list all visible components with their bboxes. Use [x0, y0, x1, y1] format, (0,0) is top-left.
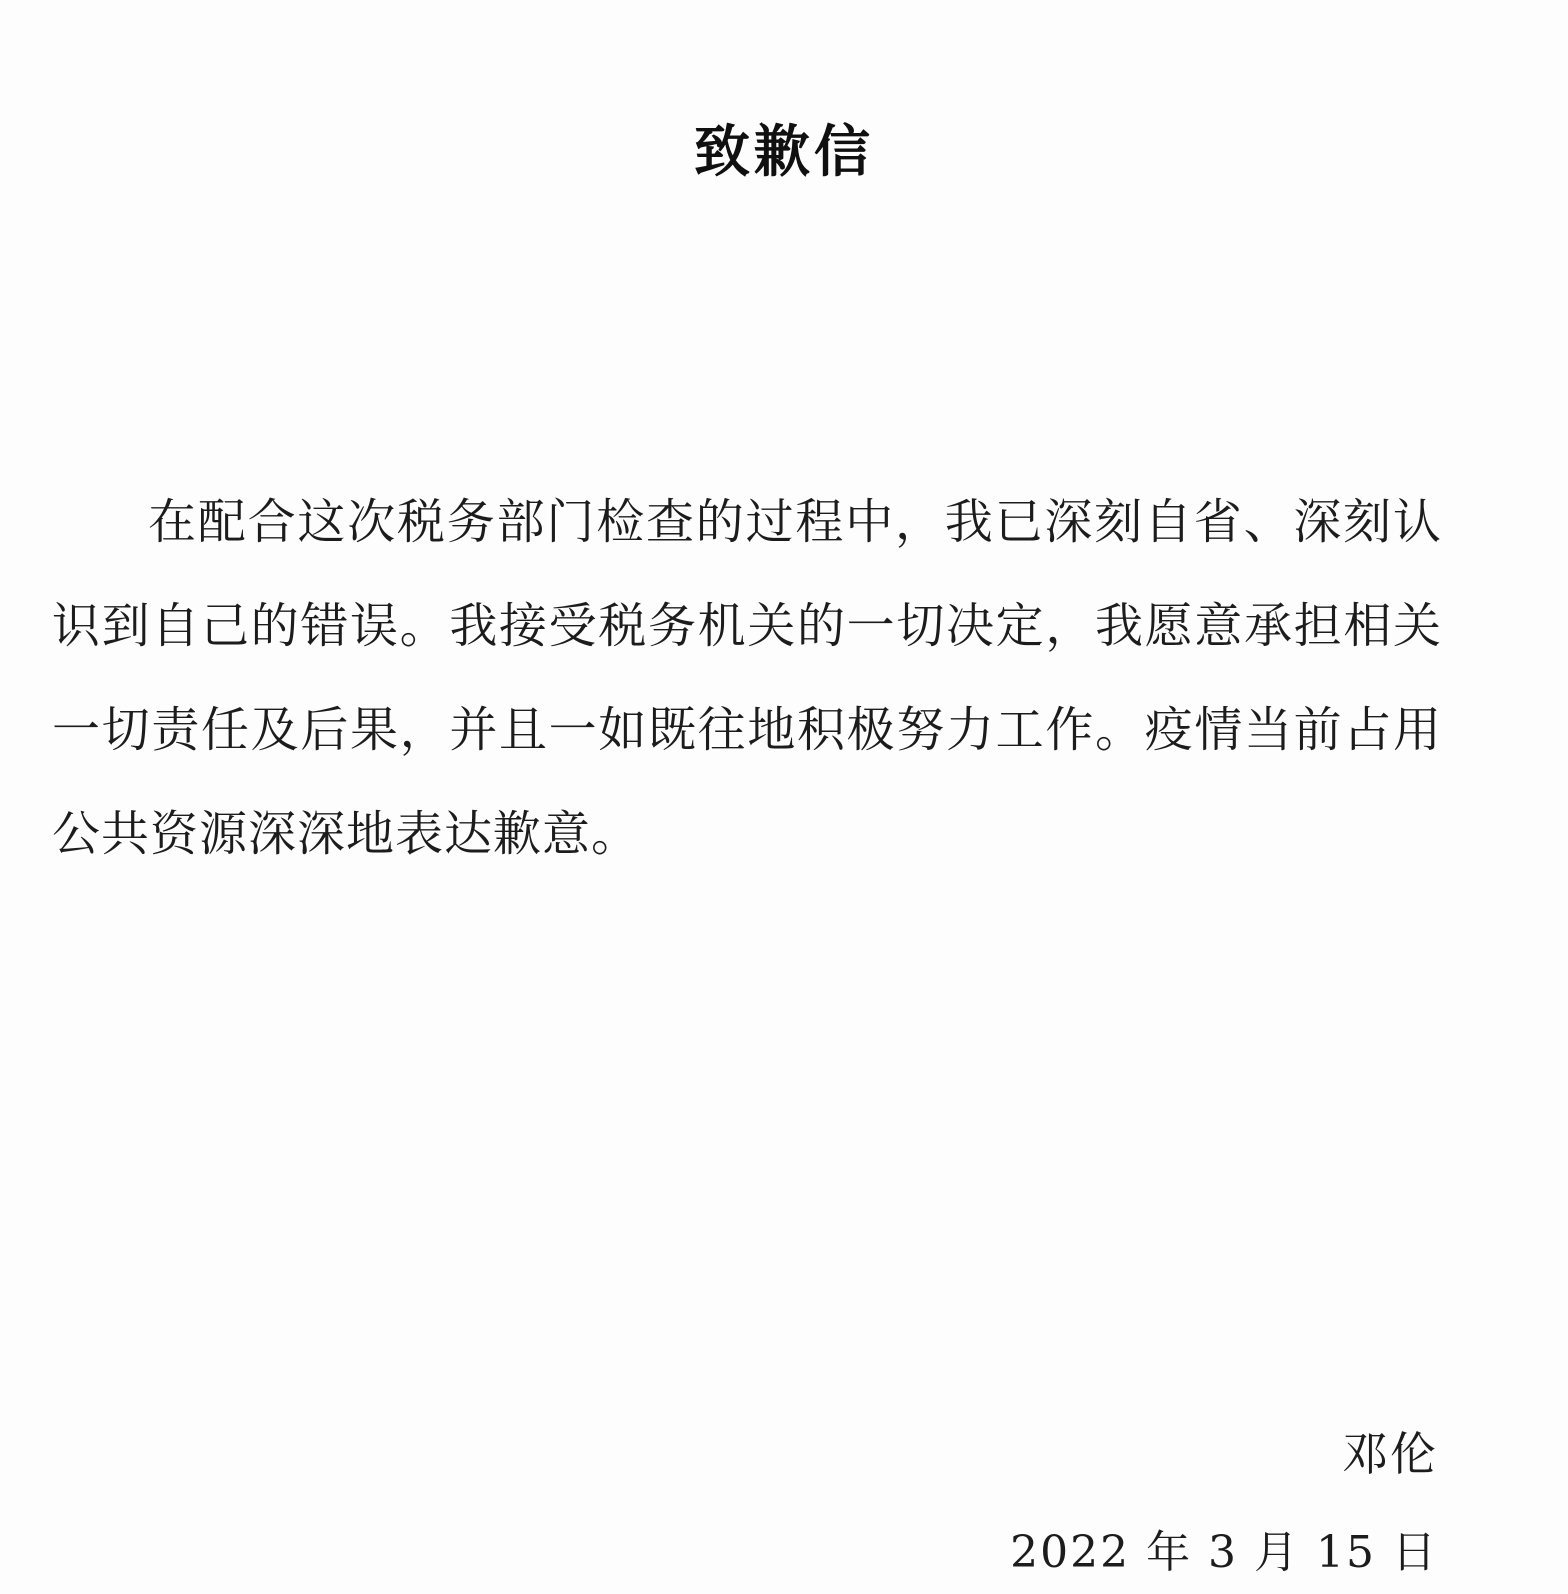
signature-name: 邓伦	[1342, 1427, 1438, 1481]
body-paragraph: 在配合这次税务部门检查的过程中，我已深刻自省、深刻认识到自己的错误。我接受税务机关的一切决定，我愿意承担相关一切责任及后果，并且一如既往地积极努力工作。疫情当前占用公共资源深深地表达歉意。	[52, 494, 1442, 862]
signature-date: 2022 年 3 月 15 日	[1010, 1527, 1438, 1578]
document-body	[52, 470, 1442, 886]
page-title: 致歉信	[694, 119, 874, 185]
